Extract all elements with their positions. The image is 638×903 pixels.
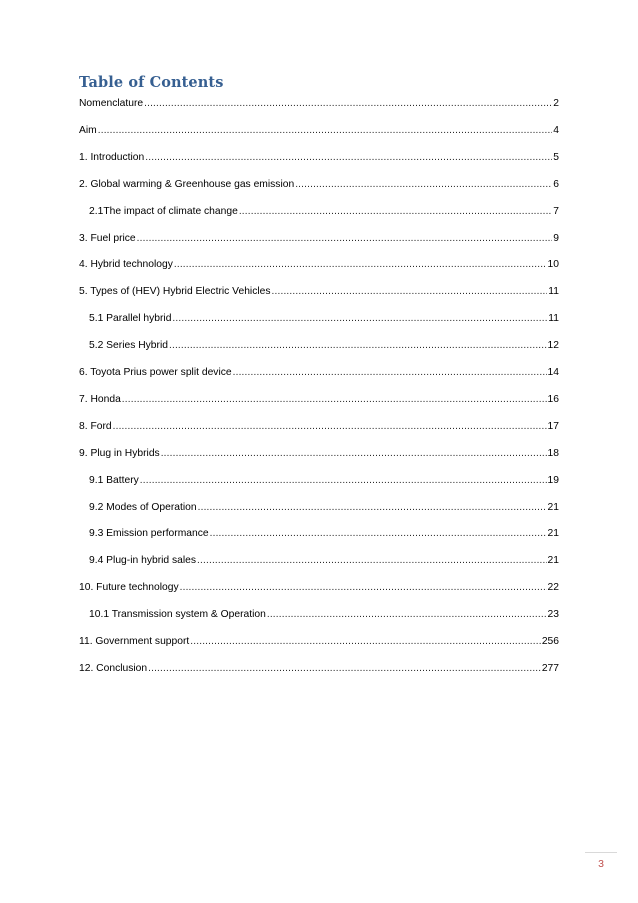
toc-entry-page-number: 12 [547, 340, 559, 352]
toc-entry[interactable] [89, 526, 559, 540]
toc-entry-page-number: 22 [547, 582, 559, 594]
toc-dot-leader [144, 98, 552, 110]
toc-dot-leader [161, 448, 547, 460]
toc-entry[interactable] [89, 553, 559, 567]
toc-dot-leader [197, 555, 546, 567]
toc-entry-label: 2.1The impact of climate change [89, 205, 238, 217]
toc-dot-leader [198, 502, 547, 514]
toc-entry-page-number: 11 [548, 313, 559, 325]
toc-entry[interactable] [79, 634, 559, 648]
toc-entry-page-number: 5 [553, 151, 559, 163]
toc-dot-leader [267, 609, 547, 621]
toc-entry[interactable] [79, 257, 559, 271]
toc-entry-page-number: 4 [553, 124, 559, 136]
toc-entry-page-number: 277 [541, 662, 559, 674]
page-number: 3 [598, 858, 604, 870]
toc-entry[interactable] [89, 311, 559, 325]
toc-dot-leader [122, 394, 547, 406]
toc-entry-page-number: 7 [553, 205, 559, 217]
toc-entry[interactable] [79, 123, 559, 137]
toc-entry-page-number: 17 [547, 420, 559, 432]
toc-entry-label: 11. Government support [79, 636, 190, 647]
toc-entry-label: 2. Global warming & Greenhouse gas emission [79, 178, 295, 190]
toc-entry[interactable] [79, 580, 559, 594]
toc-entry-page-number: 16 [547, 393, 559, 405]
toc-entry-label: 10. Future technology [79, 582, 179, 594]
toc-dot-leader [180, 582, 547, 594]
toc-entry-page-number: 21 [547, 528, 559, 540]
toc-entry-page-number: 6 [553, 178, 559, 190]
toc-entry[interactable] [89, 473, 559, 487]
toc-entry-label: 8. Ford [79, 420, 112, 432]
toc-entry-page-number: 2 [553, 98, 559, 109]
toc-dot-leader [145, 152, 552, 164]
toc-dot-leader [137, 233, 553, 245]
toc-entry-page-number: 9 [553, 232, 559, 244]
toc-entry-label: 3. Fuel price [79, 232, 136, 244]
toc-entry-label: 12. Conclusion [79, 662, 148, 674]
toc-dot-leader [172, 313, 547, 325]
toc-entry-page-number: 11 [548, 286, 559, 298]
toc-dot-leader [233, 367, 547, 379]
toc-entry-label: 4. Hybrid technology [79, 259, 173, 271]
toc-entry[interactable] [79, 446, 559, 460]
toc-entry[interactable] [79, 150, 559, 164]
toc-entry-page-number: 14 [547, 367, 559, 378]
toc-entry-label: Aim [79, 124, 97, 136]
toc-entry-label: Nomenclature [79, 98, 144, 109]
toc-entry[interactable] [89, 338, 559, 352]
toc-entry-label: 9. Plug in Hybrids [79, 447, 160, 459]
toc-entry[interactable] [79, 661, 559, 675]
toc-entry-label: 9.1 Battery [89, 474, 139, 486]
toc-dot-leader [98, 125, 553, 137]
toc-dot-leader [113, 421, 547, 433]
toc-entry-label: 9.3 Emission performance [89, 528, 209, 540]
toc-entry-label: 1. Introduction [79, 151, 145, 163]
toc-entry[interactable] [89, 500, 559, 514]
toc-entry-label: 9.2 Modes of Operation [89, 501, 197, 513]
toc-entry-page-number: 10 [547, 259, 559, 271]
toc-entry-page-number: 21 [547, 501, 559, 513]
toc-entry-page-number: 23 [547, 609, 559, 621]
toc-title: Table of Contents [79, 74, 224, 91]
toc-entry-label: 5. Types of (HEV) Hybrid Electric Vehicles [79, 286, 271, 298]
toc-entry[interactable] [89, 204, 559, 218]
toc-dot-leader [169, 340, 547, 352]
toc-entry[interactable] [89, 607, 559, 621]
toc-dot-leader [148, 663, 541, 675]
toc-dot-leader [272, 286, 548, 298]
toc-entry-page-number: 256 [541, 636, 559, 647]
toc-entry[interactable] [79, 231, 559, 245]
toc-entry[interactable] [79, 96, 559, 110]
toc-entry-label: 7. Honda [79, 393, 121, 405]
toc-entry-page-number: 19 [547, 474, 559, 486]
toc-entry[interactable] [79, 392, 559, 406]
toc-entry-label: 6. Toyota Prius power split device [79, 367, 232, 378]
toc-entry[interactable] [79, 284, 559, 298]
footer-rule [585, 852, 617, 853]
toc-entry-page-number: 21 [547, 555, 559, 567]
toc-entry[interactable] [79, 177, 559, 191]
toc-dot-leader [295, 179, 552, 191]
toc-entry-label: 10.1 Transmission system & Operation [89, 609, 266, 621]
toc-entry-page-number: 18 [547, 447, 559, 459]
toc-dot-leader [140, 475, 547, 487]
toc-entry-label: 5.1 Parallel hybrid [89, 313, 172, 325]
toc-dot-leader [239, 206, 552, 218]
toc-entry[interactable] [79, 419, 559, 433]
toc-dot-leader [174, 259, 547, 271]
toc-dot-leader [190, 636, 541, 648]
toc-entry[interactable] [79, 365, 559, 379]
toc-entry-label: 9.4 Plug-in hybrid sales [89, 555, 197, 567]
toc-dot-leader [210, 528, 547, 540]
toc-entry-label: 5.2 Series Hybrid [89, 340, 168, 352]
